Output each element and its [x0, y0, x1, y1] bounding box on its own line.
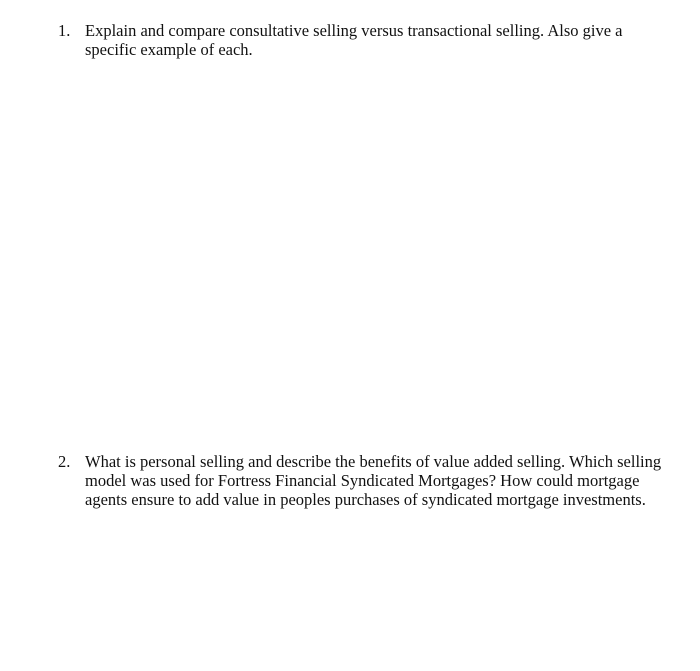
question-text [85, 452, 675, 509]
question-line: specific example of each. [85, 40, 253, 59]
question-text [85, 21, 675, 59]
question-line: model was used for Fortress Financial Syndicated Mortgages? How could mortgage [85, 471, 640, 490]
question-number: 1. [58, 21, 71, 40]
question-line: Explain and compare consultative selling versus transactional selling. Also give a [85, 21, 623, 40]
question-number: 2. [58, 452, 71, 471]
question-line: What is personal selling and describe the benefits of value added selling. Which selling [85, 452, 662, 471]
question-line: agents ensure to add value in peoples purchases of syndicated mortgage investments. [85, 490, 646, 509]
